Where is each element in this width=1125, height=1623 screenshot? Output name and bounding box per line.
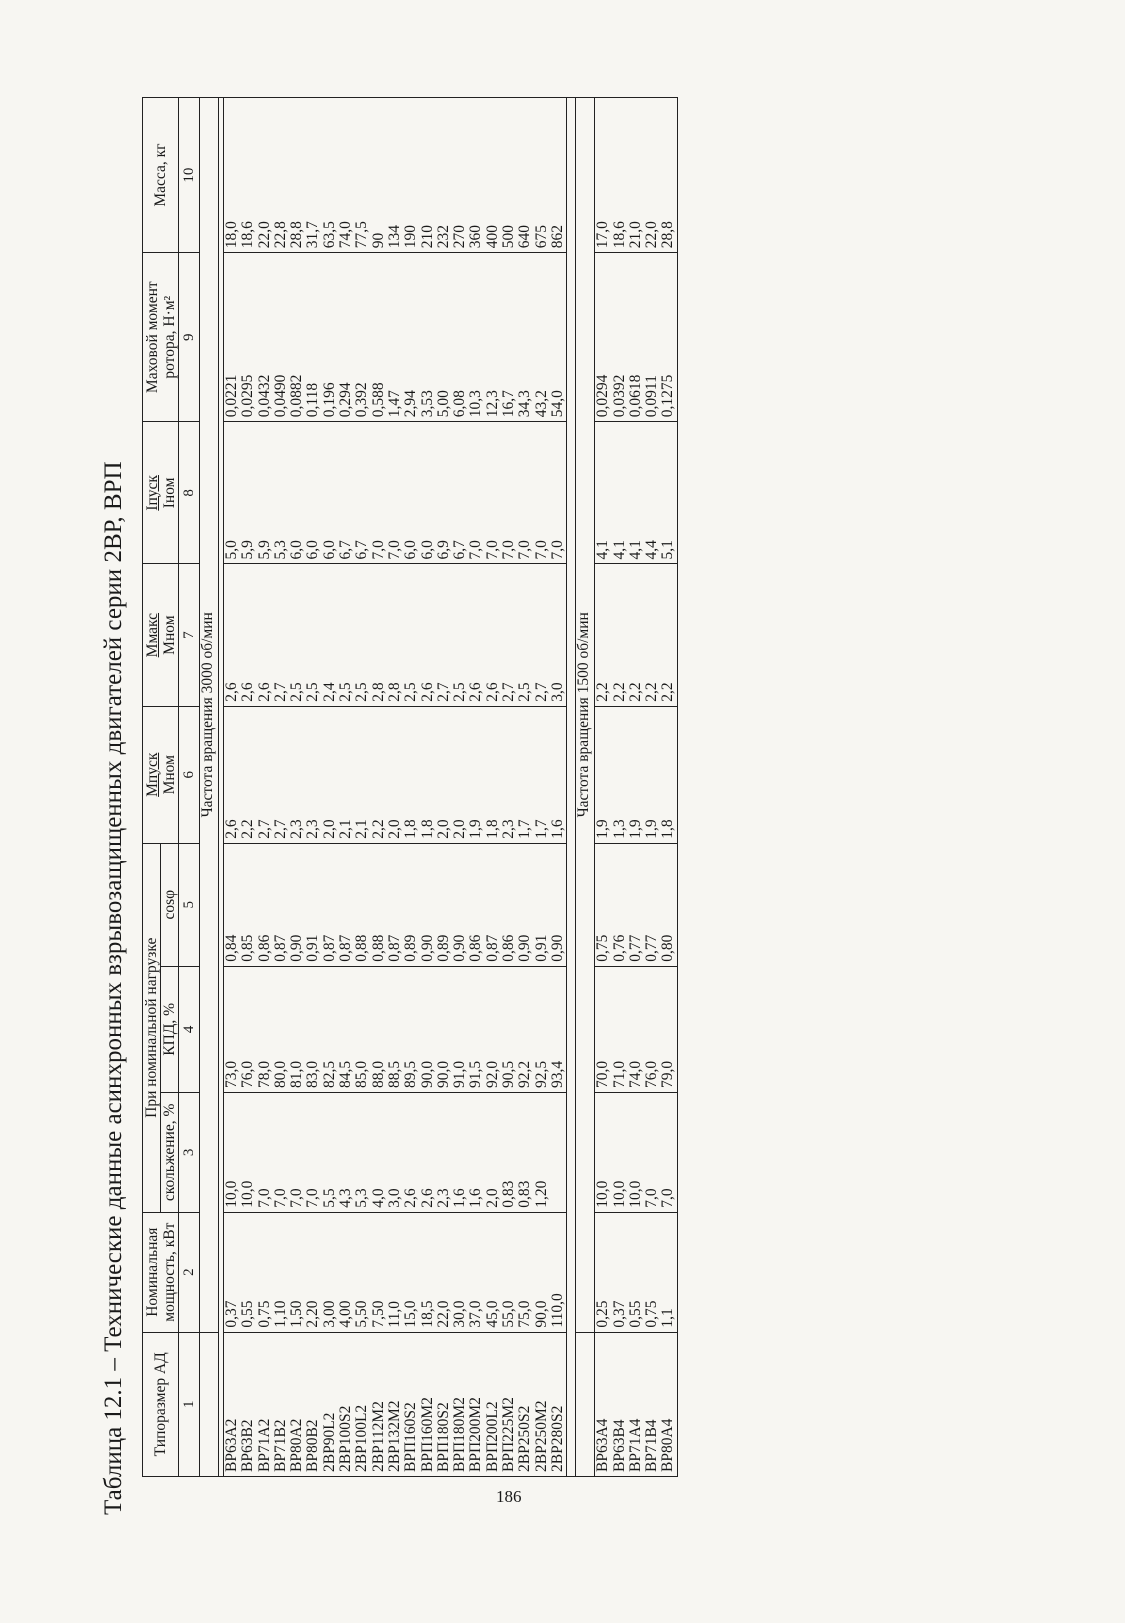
header-type: Типоразмер АД bbox=[143, 1332, 179, 1476]
col-number-1: 1 bbox=[179, 1332, 200, 1476]
s2-cos: 0,75 0,76 0,77 0,77 0,80 bbox=[595, 843, 677, 966]
header-slip: скольжение, % bbox=[161, 1092, 179, 1212]
mmax-denominator: Мном bbox=[160, 615, 178, 655]
s2-moment: 0,0294 0,0392 0,0618 0,0911 0,1275 bbox=[595, 253, 677, 422]
s1-istart: 5,0 5,9 5,9 5,3 6,0 6,0 6,0 6,7 6,7 7,0 7,0 6,0 6,0 6,9 6,7 7,0 7,0 7,0 7,0 7,0 7,0 bbox=[224, 422, 567, 564]
col-number-8: 8 bbox=[179, 422, 200, 564]
s1-types: ВР63А2 ВР63В2 ВР71А2 ВР71В2 ВР80А2 ВР80В2 2ВР90L2 2ВР100S2 2ВР100L2 2ВР112М2 2ВР132М2 ВРП160S2 ВРП160М2 ВРП180S2 ВРП180М2 ВРП200М2 ВРП200L2 ВРП225М2 2ВР250S2 2ВР250М2 2ВР280S2 bbox=[224, 1332, 567, 1476]
s2-istart: 4,1 4,1 4,1 4,4 5,1 bbox=[595, 422, 677, 564]
section-3000-label: Частота вращения 3000 об/мин bbox=[200, 98, 219, 1333]
table-caption: Таблица 12.1 – Технические данные асинхронных взрывозащищенных двигателей серии 2ВР, ВРП bbox=[100, 461, 127, 1515]
header-mass: Масса, кг bbox=[143, 98, 179, 253]
mmax-numerator: Ммакс bbox=[143, 612, 161, 658]
col-number-4: 4 bbox=[179, 966, 200, 1092]
istart-numerator: Iпуск bbox=[143, 475, 161, 511]
s1-kpd: 73,0 76,0 78,0 80,0 81,0 83,0 82,5 84,5 85,0 88,0 88,5 89,5 90,0 90,0 91,0 91,5 92,0 90,5 92,2 92,5 93,4 bbox=[224, 966, 567, 1092]
s2-power: 0,25 0,37 0,55 0,75 1,1 bbox=[595, 1212, 677, 1332]
s1-cos: 0,84 0,85 0,86 0,87 0,90 0,91 0,87 0,87 0,88 0,88 0,87 0,89 0,90 0,89 0,90 0,86 0,87 0,86 0,90 0,91 0,90 bbox=[224, 843, 567, 966]
col-number-10: 10 bbox=[179, 98, 200, 253]
header-mmax bbox=[143, 564, 179, 706]
s2-mass: 17,0 18,6 21,0 22,0 28,8 bbox=[595, 98, 677, 253]
s1-mass: 18,0 18,6 22,0 22,8 28,8 31,7 63,5 74,0 77,5 90 134 190 210 232 270 360 400 500 640 675 862 bbox=[224, 98, 567, 253]
section-1500-label: Частота вращения 1500 об/мин bbox=[576, 98, 595, 1333]
header-istart bbox=[143, 422, 179, 564]
col-number-7: 7 bbox=[179, 564, 200, 706]
section-3000-rows bbox=[224, 98, 567, 1477]
header-cos: cosφ bbox=[161, 843, 179, 966]
s2-kpd: 70,0 71,0 74,0 76,0 79,0 bbox=[595, 966, 677, 1092]
istart-denominator: Iном bbox=[160, 477, 178, 509]
col-number-5: 5 bbox=[179, 843, 200, 966]
mstart-denominator: Мном bbox=[160, 755, 178, 795]
s1-mmax: 2,6 2,6 2,6 2,7 2,5 2,5 2,4 2,5 2,5 2,8 2,8 2,5 2,6 2,7 2,5 2,6 2,6 2,7 2,5 2,7 3,0 bbox=[224, 564, 567, 706]
s2-slip: 10,0 10,0 10,0 7,0 7,0 bbox=[595, 1092, 677, 1212]
s1-power: 0,37 0,55 0,75 1,10 1,50 2,20 3,00 4,00 5,50 7,50 11,0 15,0 18,5 22,0 30,0 37,0 45,0 55,0 75,0 90,0 110,0 bbox=[224, 1212, 567, 1332]
header-moment: Маховой момент ротора, Н·м² bbox=[143, 253, 179, 422]
header-power: Номинальная мощность, кВт bbox=[143, 1212, 179, 1332]
col-number-3: 3 bbox=[179, 1092, 200, 1212]
header-nominal-load: При номинальной нагрузке bbox=[143, 843, 161, 1212]
col-number-9: 9 bbox=[179, 253, 200, 422]
header-kpd: КПД, % bbox=[161, 966, 179, 1092]
col-number-6: 6 bbox=[179, 706, 200, 843]
section-1500-rows bbox=[595, 98, 677, 1477]
s1-mstart: 2,6 2,2 2,7 2,7 2,3 2,3 2,0 2,1 2,1 2,2 2,0 1,8 1,8 2,0 2,0 1,9 1,8 2,3 1,7 1,7 1,6 bbox=[224, 706, 567, 843]
mstart-numerator: Мпуск bbox=[143, 752, 161, 797]
s2-mstart: 1,9 1,3 1,9 1,9 1,8 bbox=[595, 706, 677, 843]
s2-types: ВР63А4 ВР63В4 ВР71А4 ВР71В4 ВР80А4 bbox=[595, 1332, 677, 1476]
s1-slip: 10,0 10,0 7,0 7,0 7,0 7,0 5,5 4,3 5,3 4,0 3,0 2,6 2,6 2,3 1,6 1,6 2,0 0,83 0,83 1,20 bbox=[224, 1092, 567, 1212]
col-number-2: 2 bbox=[179, 1212, 200, 1332]
s1-moment: 0,0221 0,0295 0,0432 0,0490 0,0882 0,118 0,196 0,294 0,392 0,588 1,47 2,94 3,53 5,00 6,08 10,3 12,3 16,7 34,3 43,2 54,0 bbox=[224, 253, 567, 422]
rotated-page bbox=[100, 95, 915, 1515]
header-mstart bbox=[143, 706, 179, 843]
s2-mmax: 2,2 2,2 2,2 2,2 2,2 bbox=[595, 564, 677, 706]
motor-data-table bbox=[142, 97, 678, 1477]
page-number: 186 bbox=[496, 1487, 522, 1506]
